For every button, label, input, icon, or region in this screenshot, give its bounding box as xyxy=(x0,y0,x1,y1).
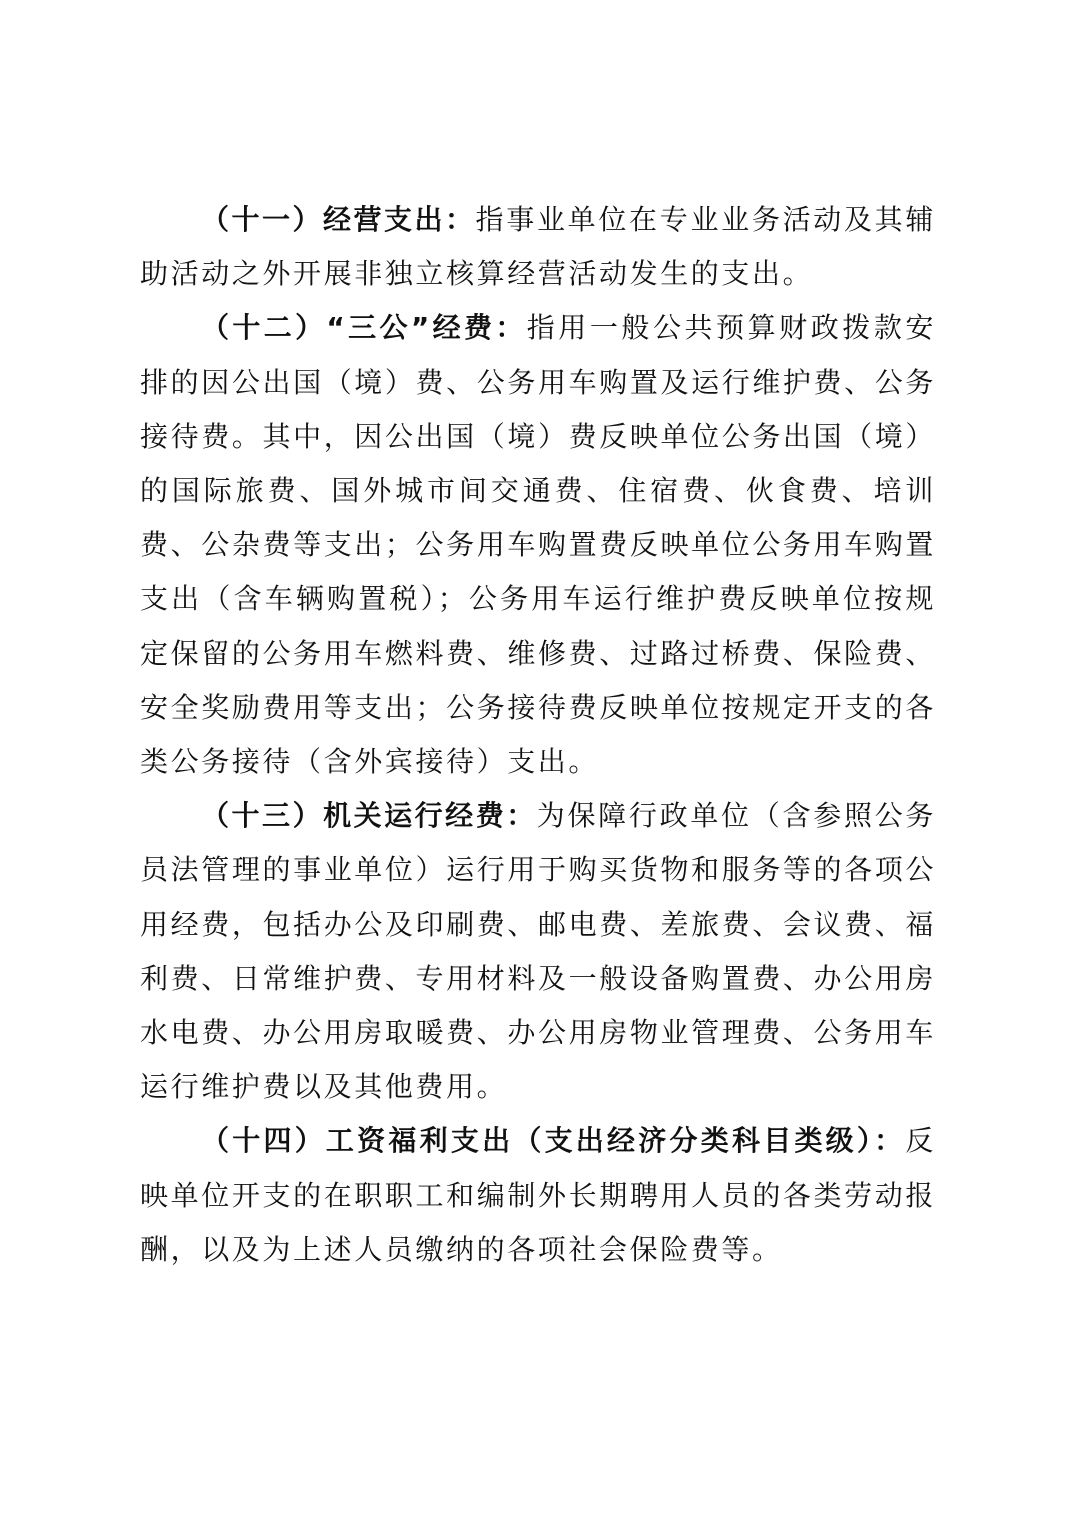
section-11-term: （十一）经营支出： xyxy=(201,203,476,236)
document-body xyxy=(140,193,936,1277)
section-12-term: （十二）“三公”经费： xyxy=(201,311,527,345)
section-13-paragraph xyxy=(140,789,936,1114)
section-11-text: 指事业单位在专业业务活动及其辅助活动之外开展非独立核算经营活动发生的支出。 xyxy=(140,203,936,291)
section-13-term: （十三）机关运行经费： xyxy=(201,799,537,833)
section-12-paragraph xyxy=(140,301,936,789)
section-13-text: 为保障行政单位（含参照公务员法管理的事业单位）运行用于购买货物和服务等的各项公用经费，包括办公及印刷费、邮电费、差旅费、会议费、福利费、日常维护费、专用材料及一般设备购置费、办公用房水电费、办公用房取暖费、办公用房物业管理费、公务用车运行维护费以及其他费用。 xyxy=(140,799,936,1104)
section-14-text: 反映单位开支的在职职工和编制外长期聘用人员的各类劳动报酬，以及为上述人员缴纳的各项社会保险费等。 xyxy=(140,1124,936,1266)
section-14-paragraph xyxy=(140,1114,936,1277)
section-14-term: （十四）工资福利支出（支出经济分类科目类级）： xyxy=(201,1124,906,1158)
section-12-text: 指用一般公共预算财政拨款安排的因公出国（境）费、公务用车购置及运行维护费、公务接待费。其中，因公出国（境）费反映单位公务出国（境）的国际旅费、国外城市间交通费、住宿费、伙食费、培训费、公杂费等支出；公务用车购置费反映单位公务用车购置支出（含车辆购置税）；公务用车运行维护费反映单位按规定保留的公务用车燃料费、维修费、过路过桥费、保险费、安全奖励费用等支出；公务接待费反映单位按规定开支的各类公务接待（含外宾接待）支出。 xyxy=(140,311,936,779)
section-11-paragraph xyxy=(140,193,936,301)
